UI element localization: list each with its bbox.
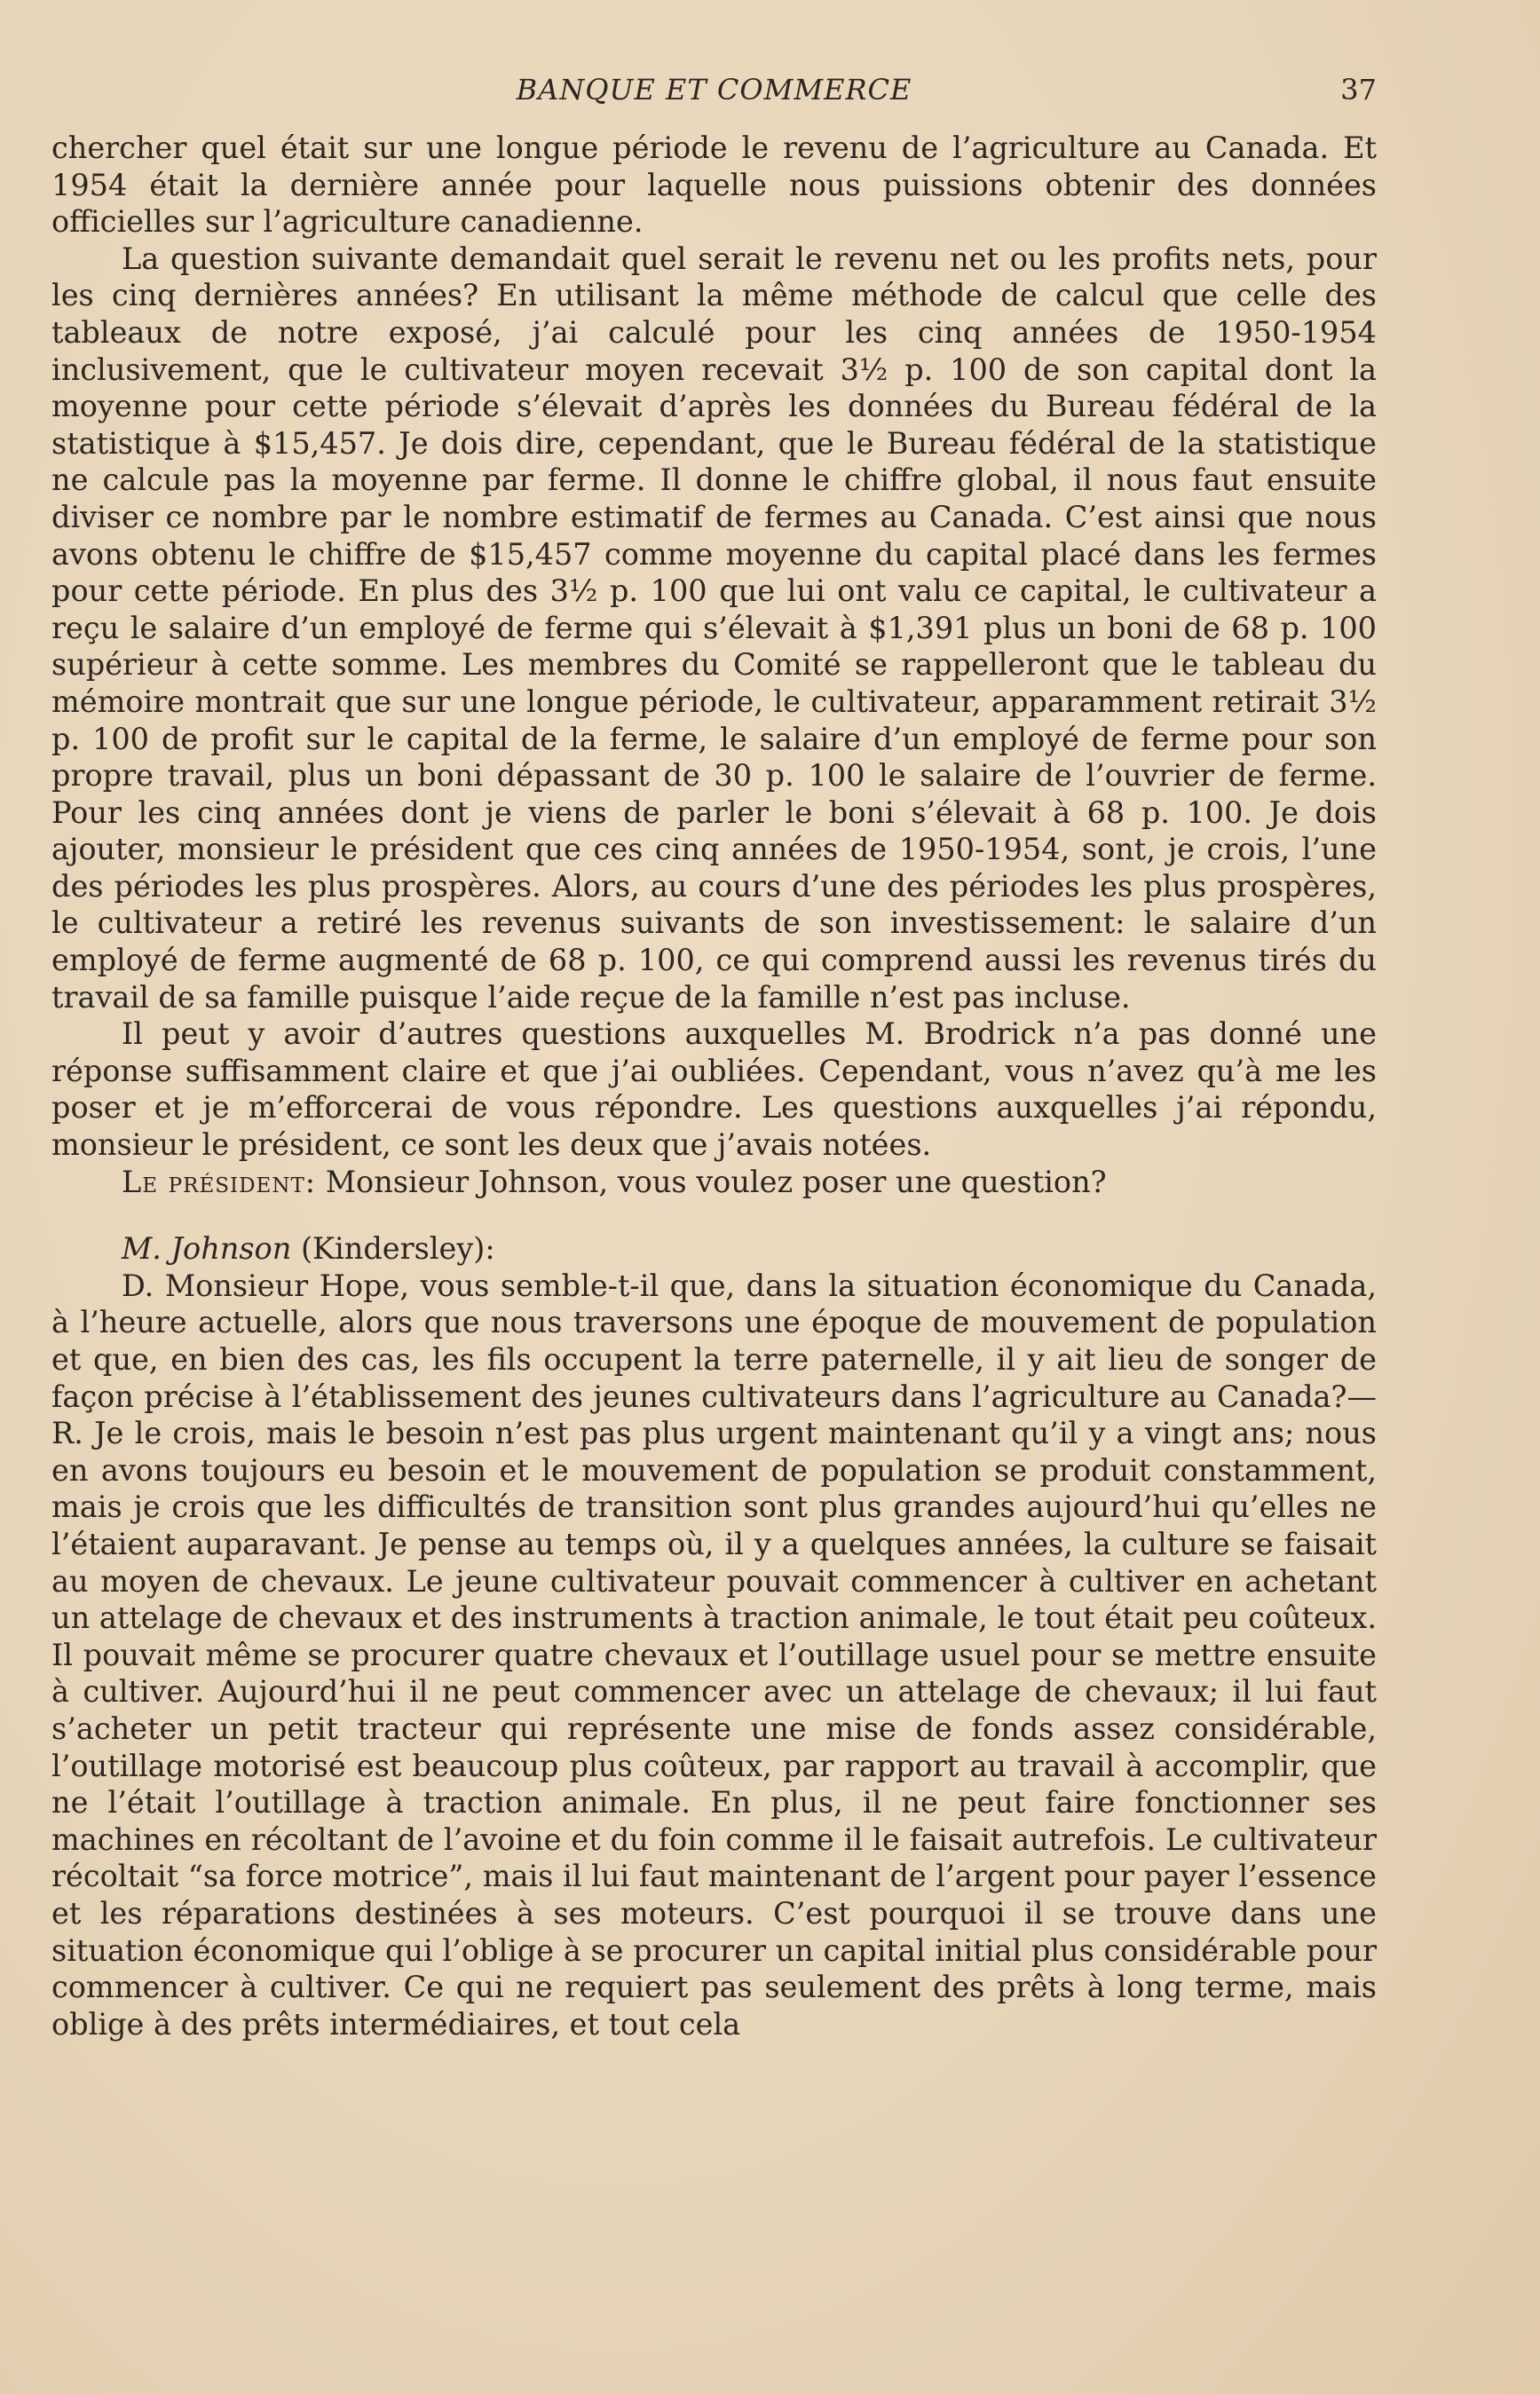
president-text: Monsieur Johnson, vous voulez poser une question? (325, 1164, 1107, 1199)
document-page (51, 64, 1377, 2042)
question-answer-paragraph: D. Monsieur Hope, vous semble-t-il que, dans la situation économique du Canada, à l’heure actuelle, alors que nous traversons une époque de mouvement de population et que, en bien des cas, les fils occupent la terre paternelle, il y ait lieu de songer de façon précise à l’établissement des jeunes cultivateurs dans l’agriculture au Canada?—R. Je le crois, mais le besoin n’est pas plus urgent maintenant qu’il y a vingt ans; nous en avons toujours eu besoin et le mouvement de population se produit constamment, mais je crois que les difficultés de transition sont plus grandes aujourd’hui qu’elles ne l’étaient auparavant. Je pense au temps où, il y a quelques années, la culture se faisait au moyen de chevaux. Le jeune cultivateur pouvait commencer à cultiver en achetant un attelage de chevaux et des instruments à traction animale, le tout était peu coûteux. Il pouvait même se procurer quatre chevaux et l’outillage usuel pour se mettre ensuite à cultiver. Aujourd’hui il ne peut commencer avec un attelage de chevaux; il lui faut s’acheter un petit tracteur qui représente une mise de fonds assez considérable, l’outillage motorisé est beaucoup plus coûteux, par rapport au travail à accomplir, que ne l’était l’outillage à traction animale. En plus, il ne peut faire fonctionner ses machines en récoltant de l’avoine et du foin comme il le faisait autrefois. Le cultivateur récoltait “sa force motrice”, mais il lui faut maintenant de l’argent pour payer l’essence et les réparations destinées à ses moteurs. C’est pourquoi il se trouve dans une situation économique qui l’oblige à se procurer un capital initial plus considérable pour commencer à cultiver. Ce qui ne requiert pas seulement des prêts à long terme, mais oblige à des prêts intermédiaires, et tout cela (51, 1268, 1377, 2042)
president-label: Le président: (122, 1164, 317, 1199)
body-text (51, 130, 1377, 2042)
speaker-heading (51, 1230, 1377, 1268)
speaker-name: M. Johnson (122, 1231, 292, 1267)
paragraph: Il peut y avoir d’autres questions auxquelles M. Brodrick n’a pas donné une réponse suffisamment claire et que j’ai oubliées. Cependant, vous n’avez qu’à me les poser et je m’efforcerai de vous répondre. Les questions auxquelles j’ai répondu, monsieur le président, ce sont les deux que j’avais notées. (51, 1016, 1377, 1163)
paragraph-continuation: chercher quel était sur une longue période le revenu de l’agriculture au Canada. Et 1954 était la dernière année pour laquelle nous puissions obtenir des données officielles sur l’agriculture canadienne. (51, 130, 1377, 240)
president-line (51, 1164, 1377, 1201)
page-number: 37 (1340, 73, 1377, 107)
running-head (51, 64, 1377, 117)
running-title: BANQUE ET COMMERCE (516, 73, 912, 107)
speaker-riding: (Kindersley): (300, 1231, 495, 1267)
paragraph: La question suivante demandait quel serait le revenu net ou les profits nets, pour les cinq dernières années? En utilisant la même méthode de calcul que celle des tableaux de notre exposé, j’ai calculé pour les cinq années de 1950-1954 inclusivement, que le cultivateur moyen recevait 3½ p. 100 de son capital dont la moyenne pour cette période s’élevait d’après les données du Bureau fédéral de la statistique à $15,457. Je dois dire, cependant, que le Bureau fédéral de la statistique ne calcule pas la moyenne par ferme. Il donne le chiffre global, il nous faut ensuite diviser ce nombre par le nombre estimatif de fermes au Canada. C’est ainsi que nous avons obtenu le chiffre de $15,457 comme moyenne du capital placé dans les fermes pour cette période. En plus des 3½ p. 100 que lui ont valu ce capital, le cultivateur a reçu le salaire d’un employé de ferme qui s’élevait à $1,391 plus un boni de 68 p. 100 supérieur à cette somme. Les membres du Comité se rappelleront que le tableau du mémoire montrait que sur une longue période, le cultivateur, apparamment retirait 3½ p. 100 de profit sur le capital de la ferme, le salaire d’un employé de ferme pour son propre travail, plus un boni dépassant de 30 p. 100 le salaire de l’ouvrier de ferme. Pour les cinq années dont je viens de parler le boni s’élevait à 68 p. 100. Je dois ajouter, monsieur le président que ces cinq années de 1950-1954, sont, je crois, l’une des périodes les plus prospères. Alors, au cours d’une des périodes les plus prospères, le cultivateur a retiré les revenus suivants de son investissement: le salaire d’un employé de ferme augmenté de 68 p. 100, ce qui comprend aussi les revenus tirés du travail de sa famille puisque l’aide reçue de la famille n’est pas incluse. (51, 241, 1377, 1015)
